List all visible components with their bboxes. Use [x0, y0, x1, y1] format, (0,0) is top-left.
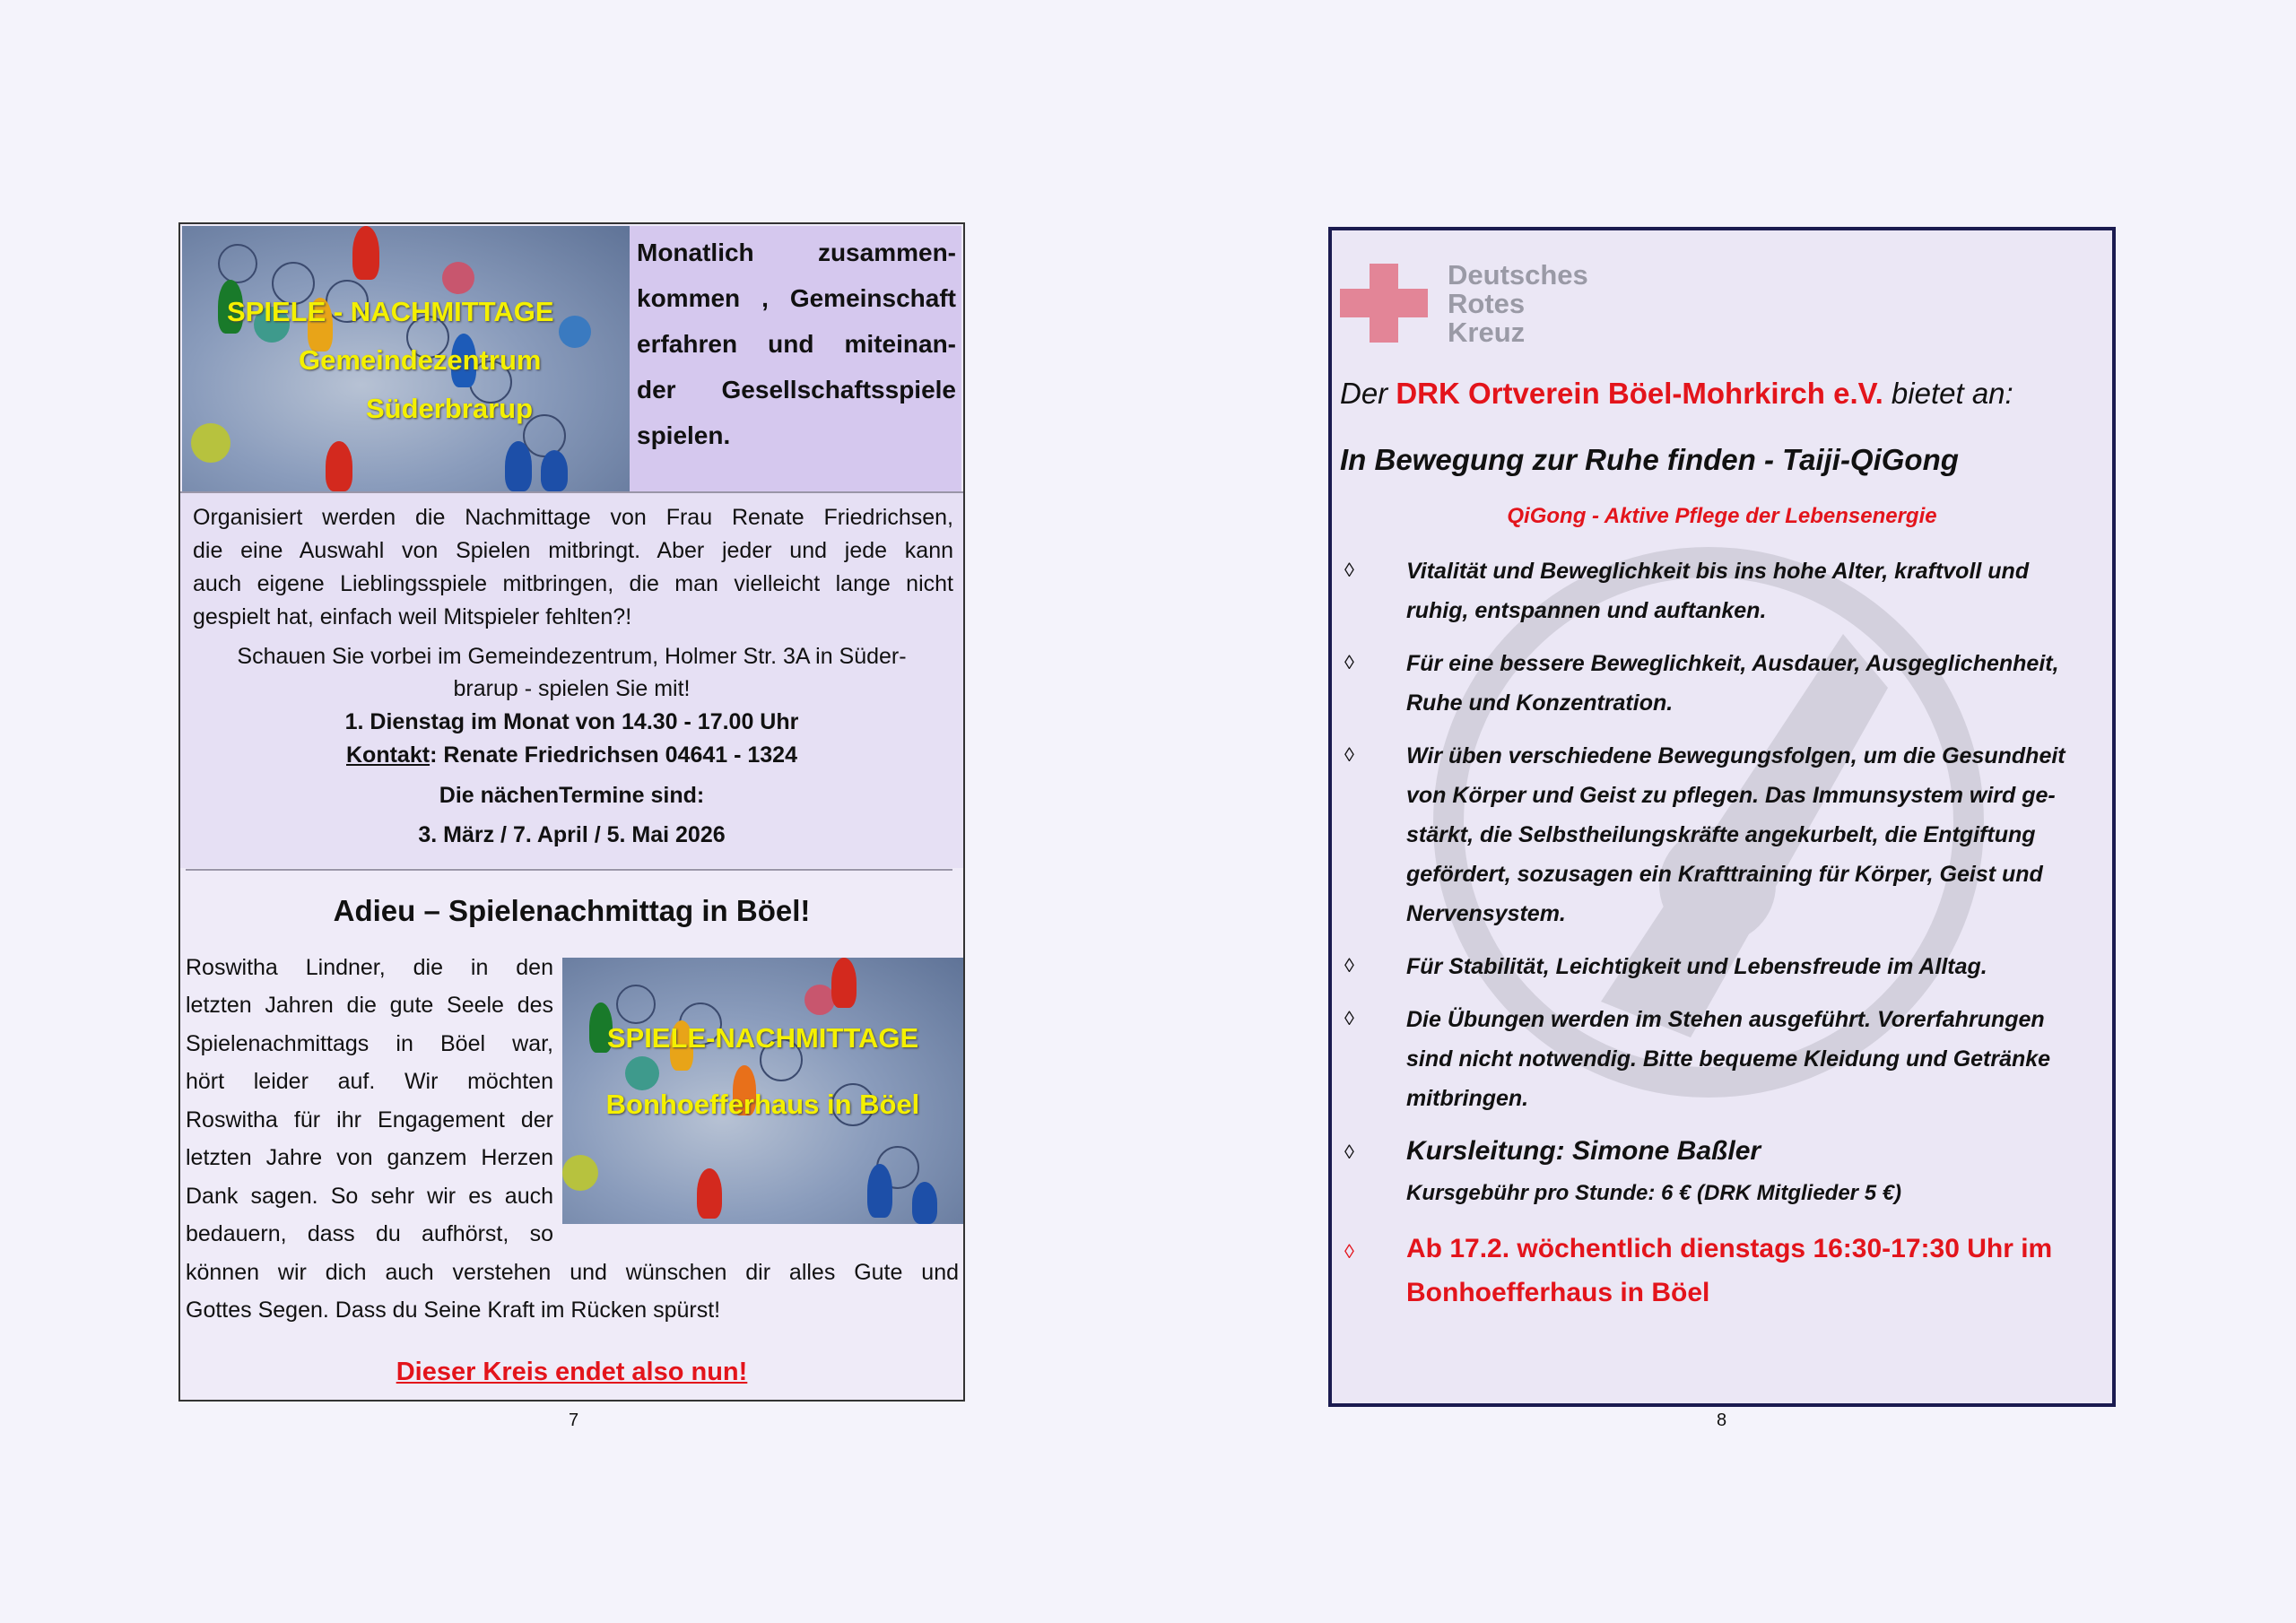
bullet-line: mitbringen. — [1406, 1086, 1529, 1111]
intro-line: spielen. — [637, 421, 731, 449]
bullet-diamond-icon: ◊ — [1344, 559, 1354, 581]
info-line: gespielt hat, einfach weil Mitspieler fehlten?! — [193, 604, 632, 629]
logo-line: Kreuz — [1448, 317, 1526, 348]
contact-label: Kontakt — [346, 742, 430, 768]
offer-line — [1340, 374, 2013, 413]
page-8 — [1328, 227, 2116, 1407]
contact-value: : Renate Friedrichsen 04641 - 1324 — [430, 742, 797, 768]
red-cross-bar — [1340, 289, 1428, 317]
bullet-line: von Körper und Geist zu pflegen. Das Immunsystem wird ge- — [1406, 783, 2056, 808]
offer-org: DRK Ortverein Böel-Mohrkirch e.V. — [1396, 377, 1883, 410]
adieu-heading: Adieu – Spielenachmittag in Böel! — [333, 894, 811, 927]
logo-line: Deutsches — [1448, 259, 1588, 291]
visit-line: Schauen Sie vorbei im Gemeindezentrum, Holmer Str. 3A in Süder- — [237, 644, 907, 669]
bullet-line: gefördert, sozusagen ein Krafttraining für Körper, Geist und — [1406, 862, 2043, 887]
bullet-line: Nervensystem. — [1406, 901, 1566, 926]
intro-line: kommen , Gemeinschaft — [637, 284, 956, 312]
info-line: auch eigene Lieblingsspiele mitbringen, die man vielleicht lange nicht — [193, 571, 953, 596]
adieu-line: bedauern, dass du aufhörst, so — [186, 1221, 553, 1246]
adieu-line: letzten Jahren die gute Seele des — [186, 993, 553, 1018]
intro-line: erfahren und miteinan- — [637, 330, 956, 358]
bullet-diamond-icon: ◊ — [1344, 743, 1354, 766]
bullet-line: Ruhe und Konzentration. — [1406, 690, 1674, 716]
logo-line: Rotes — [1448, 288, 1526, 319]
adieu-line: Roswitha Lindner, die in den — [186, 955, 553, 980]
schedule-line: Bonhoefferhaus in Böel — [1406, 1278, 1710, 1307]
course-subtitle: QiGong - Aktive Pflege der Lebensenergie — [1507, 504, 1937, 528]
adieu-line: können wir dich auch verstehen und wünschen dir alles Gute und — [186, 1260, 959, 1285]
bullet-line: sind nicht notwendig. Bitte bequeme Kleidung und Getränke — [1406, 1046, 2051, 1072]
fee: Kursgebühr pro Stunde: 6 € (DRK Mitglieder 5 €) — [1406, 1181, 1902, 1205]
closing-link[interactable]: Dieser Kreis endet also nun! — [396, 1358, 748, 1386]
visit-line: brarup - spielen Sie mit! — [453, 676, 691, 701]
board-game-image-bonhoefferhaus — [562, 958, 963, 1224]
instructor: Kursleitung: Simone Baßler — [1406, 1136, 1761, 1166]
bullet-diamond-icon: ◊ — [1344, 651, 1354, 673]
banner-title: SPIELE-NACHMITTAGE — [606, 1022, 919, 1054]
schedule-line: Ab 17.2. wöchentlich dienstags 16:30-17:30 Uhr im — [1406, 1234, 2053, 1263]
banner-title: SPIELE - NACHMITTAGE — [227, 296, 554, 327]
bullet-line: Für Stabilität, Leichtigkeit und Lebensfreude im Alltag. — [1406, 954, 1987, 979]
offer-prefix: Der — [1340, 377, 1396, 410]
adieu-line: Gottes Segen. Dass du Seine Kraft im Rücken spürst! — [186, 1298, 721, 1323]
bullet-line: Die Übungen werden im Stehen ausgeführt. Vorerfahrungen — [1406, 1007, 2045, 1032]
adieu-line: Dank sagen. So sehr wir es auch — [186, 1184, 553, 1209]
banner-venue: Gemeindezentrum — [299, 344, 542, 376]
intro-panel — [630, 226, 961, 491]
adieu-line: letzten Jahre von ganzem Herzen — [186, 1145, 553, 1170]
bullet-line: Vitalität und Beweglichkeit bis ins hohe Alter, kraftvoll und — [1406, 559, 2030, 584]
bullet-line: ruhig, entspannen und auftanken. — [1406, 598, 1767, 623]
contact — [180, 742, 963, 768]
adieu-line: hört leider auf. Wir möchten — [186, 1069, 553, 1094]
bullet-line: stärkt, die Selbstheilungskräfte angekurbelt, die Entgiftung — [1406, 822, 2036, 847]
bullet-diamond-icon: ◊ — [1344, 954, 1354, 976]
next-dates: 3. März / 7. April / 5. Mai 2026 — [418, 822, 726, 847]
offer-suffix: bietet an: — [1883, 377, 2013, 410]
board-game-image-gemeindezentrum — [182, 226, 630, 491]
info-line: die eine Auswahl von Spielen mitbringt. Aber jeder und jede kann — [193, 538, 953, 563]
bullet-line: Wir üben verschiedene Bewegungsfolgen, um die Gesundheit — [1406, 743, 2066, 768]
schedule: 1. Dienstag im Monat von 14.30 - 17.00 Uhr — [344, 709, 799, 734]
adieu-line: Roswitha für ihr Engagement der — [186, 1107, 553, 1133]
adieu-line: Spielenachmittags in Böel war, — [186, 1031, 553, 1056]
intro-line: der Gesellschaftsspiele — [637, 376, 956, 404]
bullet-diamond-icon: ◊ — [1344, 1141, 1354, 1163]
page-number-7: 7 — [569, 1410, 579, 1430]
next-dates-label: Die nächenTermine sind: — [439, 783, 705, 808]
bullet-diamond-icon: ◊ — [1344, 1240, 1354, 1263]
drk-logo — [1340, 259, 1627, 353]
banner-venue: Bonhoefferhaus in Böel — [605, 1089, 920, 1120]
course-title: In Bewegung zur Ruhe finden - Taiji-QiGong — [1340, 443, 1959, 476]
banner-town: Süderbrarup — [366, 393, 534, 424]
bullet-line: Für eine bessere Beweglichkeit, Ausdauer, Ausgeglichenheit, — [1406, 651, 2059, 676]
section-divider — [186, 869, 952, 871]
page-7 — [178, 222, 965, 1402]
info-line: Organisiert werden die Nachmittage von Frau Renate Friedrichsen, — [193, 505, 953, 530]
intro-line: Monatlich zusammen- — [637, 239, 956, 266]
page-number-8: 8 — [1717, 1410, 1727, 1430]
bullet-diamond-icon: ◊ — [1344, 1007, 1354, 1029]
